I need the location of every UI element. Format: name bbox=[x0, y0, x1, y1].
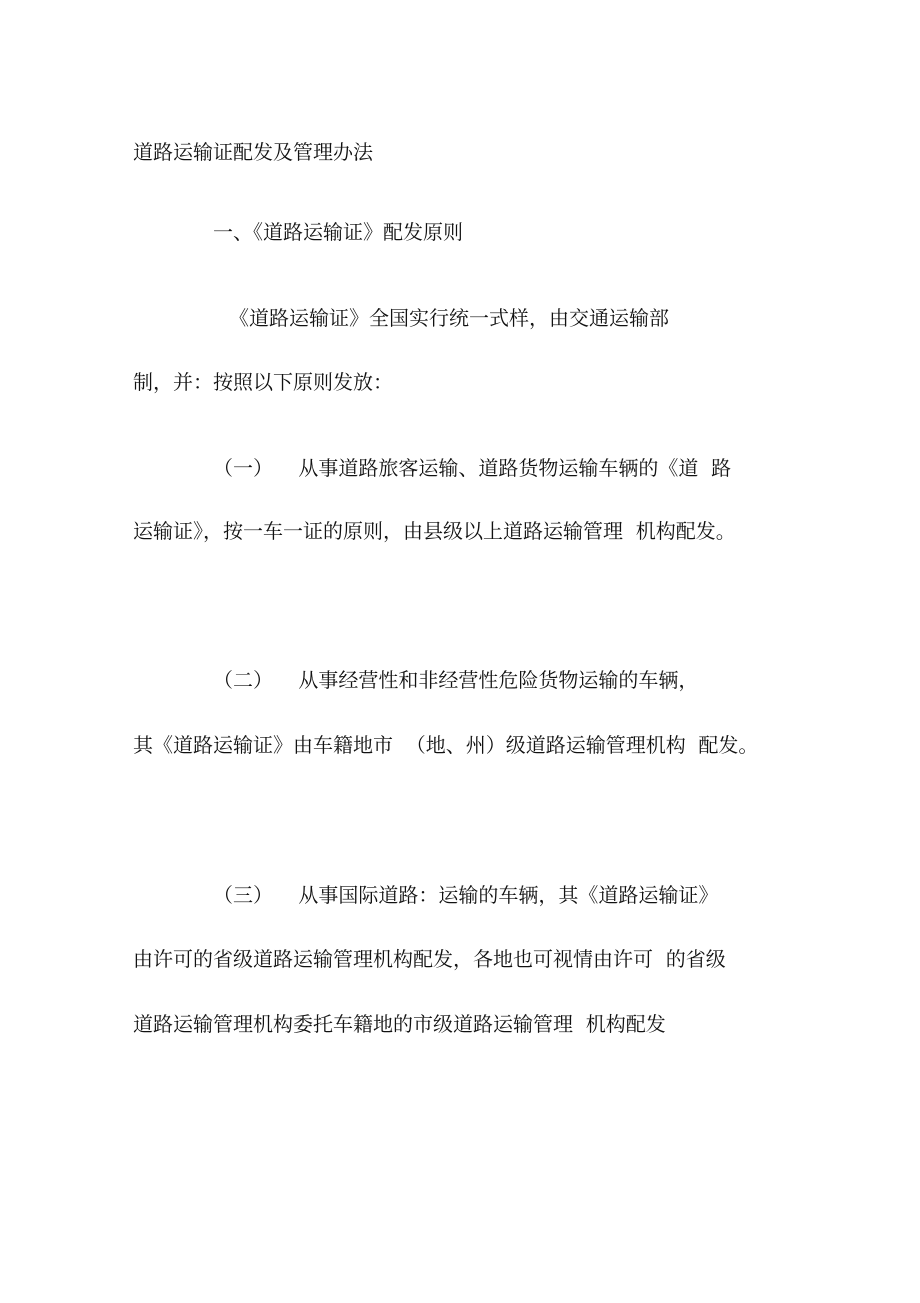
intro-paragraph-line: 《道路运输证》全国实行统一式样，由交通运输部 bbox=[229, 306, 669, 330]
section-heading: 一、《道路运输证》配发原则 bbox=[213, 220, 463, 244]
item-two-line: 其《道路运输证》由车籍地市 （地、州）级道路运输管理机构 配发。 bbox=[133, 733, 759, 757]
item-three-line: （三） 从事国际道路：运输的车辆，其《道路运输证》 bbox=[213, 883, 719, 907]
document-title: 道路运输证配发及管理办法 bbox=[133, 140, 373, 164]
item-one-line: 运输证》，按一车一证的原则，由县级以上道路运输管理 机构配发。 bbox=[133, 519, 736, 543]
item-one-line: （一） 从事道路旅客运输、道路货物运输车辆的《道 路 bbox=[213, 456, 732, 480]
item-three-line: 由许可的省级道路运输管理机构配发，各地也可视情由许可 的省级 bbox=[133, 947, 726, 971]
item-three-line: 道路运输管理机构委托车籍地的市级道路运输管理 机构配发 bbox=[133, 1012, 666, 1036]
intro-paragraph-line: 制，并：按照以下原则发放： bbox=[133, 370, 393, 394]
item-two-line: （二） 从事经营性和非经营性危险货物运输的车辆， bbox=[213, 668, 699, 692]
